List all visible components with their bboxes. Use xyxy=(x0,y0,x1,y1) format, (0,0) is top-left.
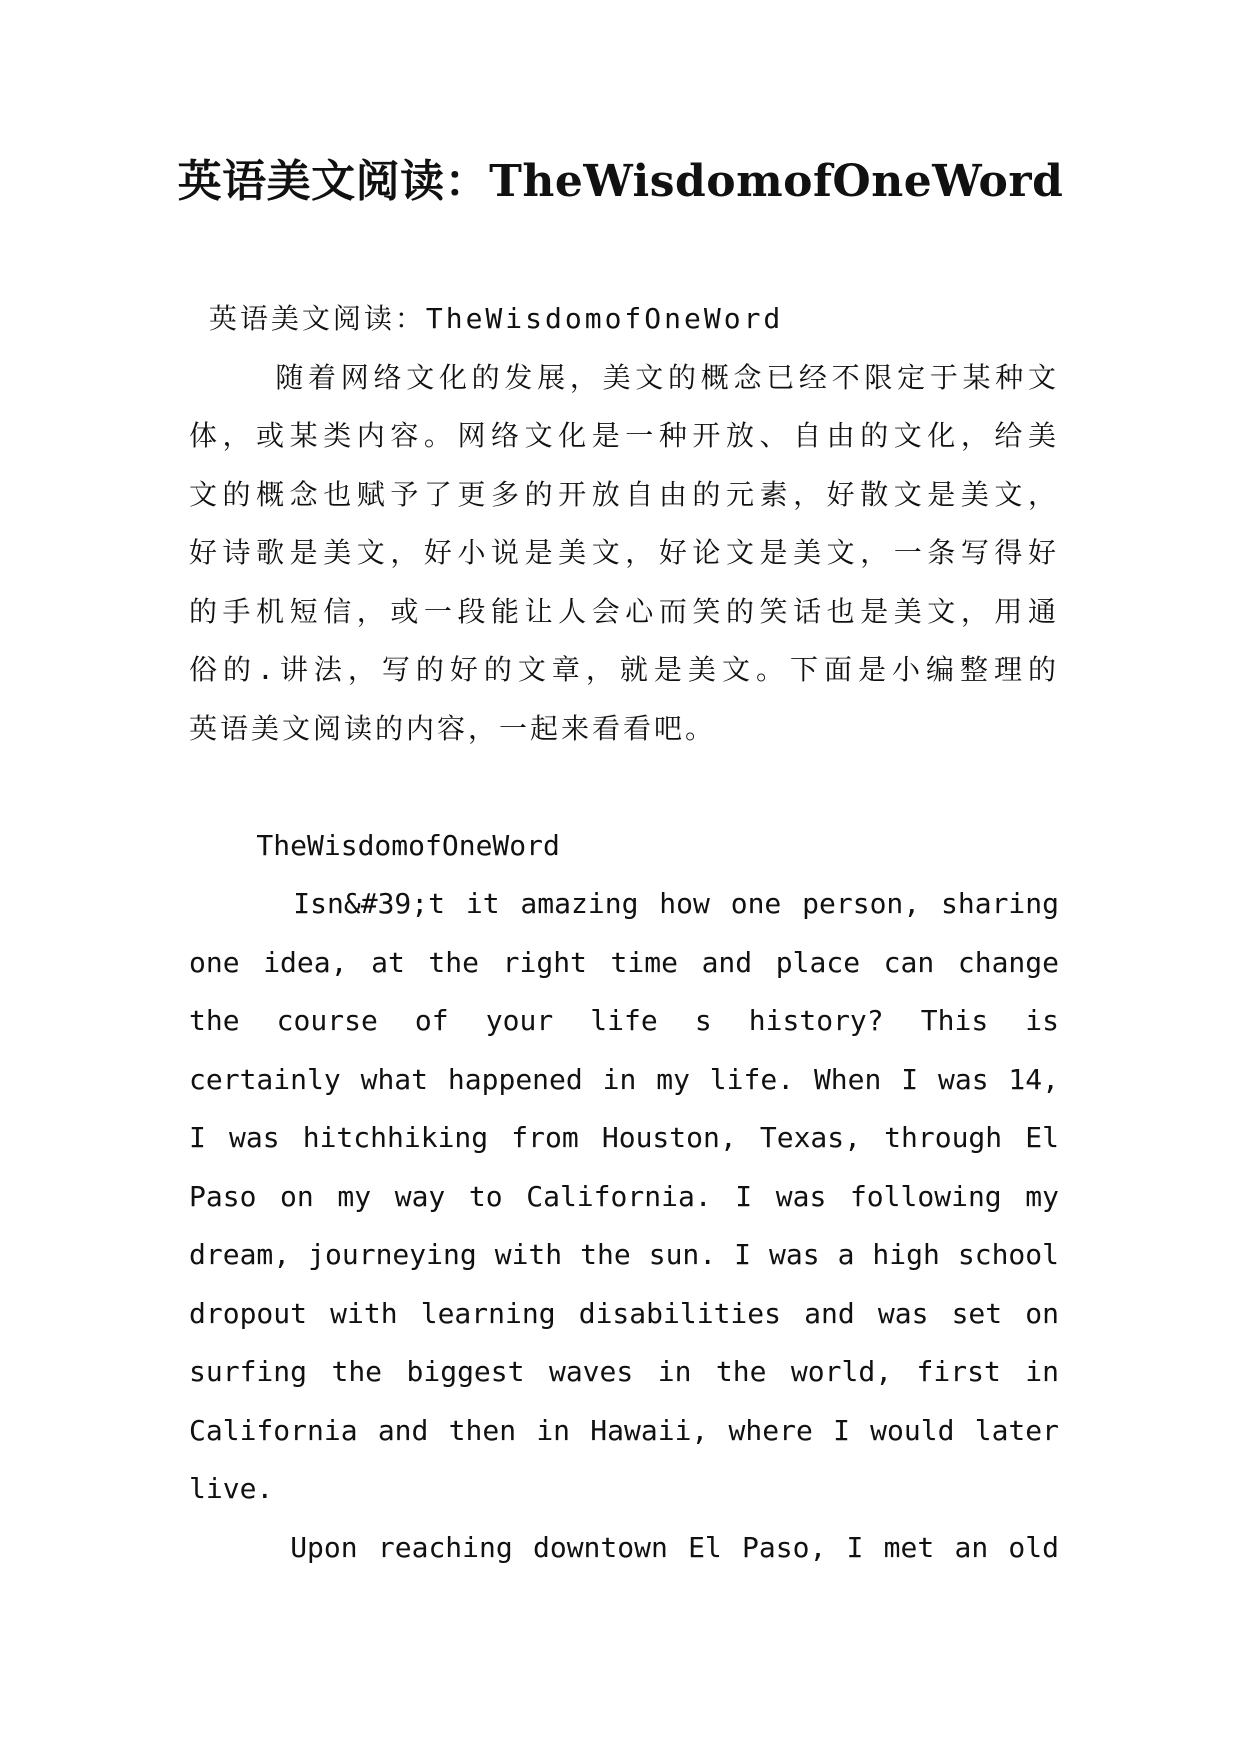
intro-line: 文的概念也赋予了更多的开放自由的元素，好散文是美文， xyxy=(189,477,1059,511)
body-line: Upon reaching downtown El Paso, I met an old xyxy=(189,1530,1059,1564)
intro-line: 的手机短信，或一段能让人会心而笑的笑话也是美文，用通 xyxy=(189,594,1059,628)
body-line: surfing the biggest waves in the world, first in xyxy=(189,1355,1059,1388)
section-heading: TheWisdomofOneWord xyxy=(189,828,560,862)
document-body xyxy=(189,290,1059,1577)
body-line: one idea, at the right time and place can change xyxy=(189,945,1059,979)
body-line: Paso on my way to California. I was following my xyxy=(189,1179,1059,1213)
document-title: 英语美文阅读：TheWisdomofOneWord xyxy=(177,156,1064,207)
intro-line: 好诗歌是美文，好小说是美文，好论文是美文，一条写得好 xyxy=(189,536,1059,569)
body-line: live. xyxy=(189,1472,274,1505)
intro-line: 俗的.讲法，写的好的文章，就是美文。下面是小编整理的 xyxy=(189,653,1059,686)
body-line: the course of your life s history? This is xyxy=(189,1004,1059,1037)
intro-line: 随着网络文化的发展，美文的概念已经不限定于某种文 xyxy=(189,360,1059,394)
body-line: dropout with learning disabilities and was set on xyxy=(189,1296,1059,1330)
paragraph-spacer xyxy=(189,758,1059,817)
body-line: California and then in Hawaii, where I would later xyxy=(189,1413,1059,1447)
intro-line: 英语美文阅读的内容，一起来看看吧。 xyxy=(189,711,717,745)
intro-line: 体，或某类内容。网络文化是一种开放、自由的文化，给美 xyxy=(189,419,1059,452)
body-line: Isn&#39;t it amazing how one person, sharing xyxy=(189,887,1059,920)
subtitle-line: 英语美文阅读：TheWisdomofOneWord xyxy=(189,302,784,335)
body-line: dream, journeying with the sun. I was a high school xyxy=(189,1238,1059,1271)
body-line: I was hitchhiking from Houston, Texas, through El xyxy=(189,1121,1059,1154)
body-line: certainly what happened in my life. When I was 14, xyxy=(189,1062,1059,1096)
